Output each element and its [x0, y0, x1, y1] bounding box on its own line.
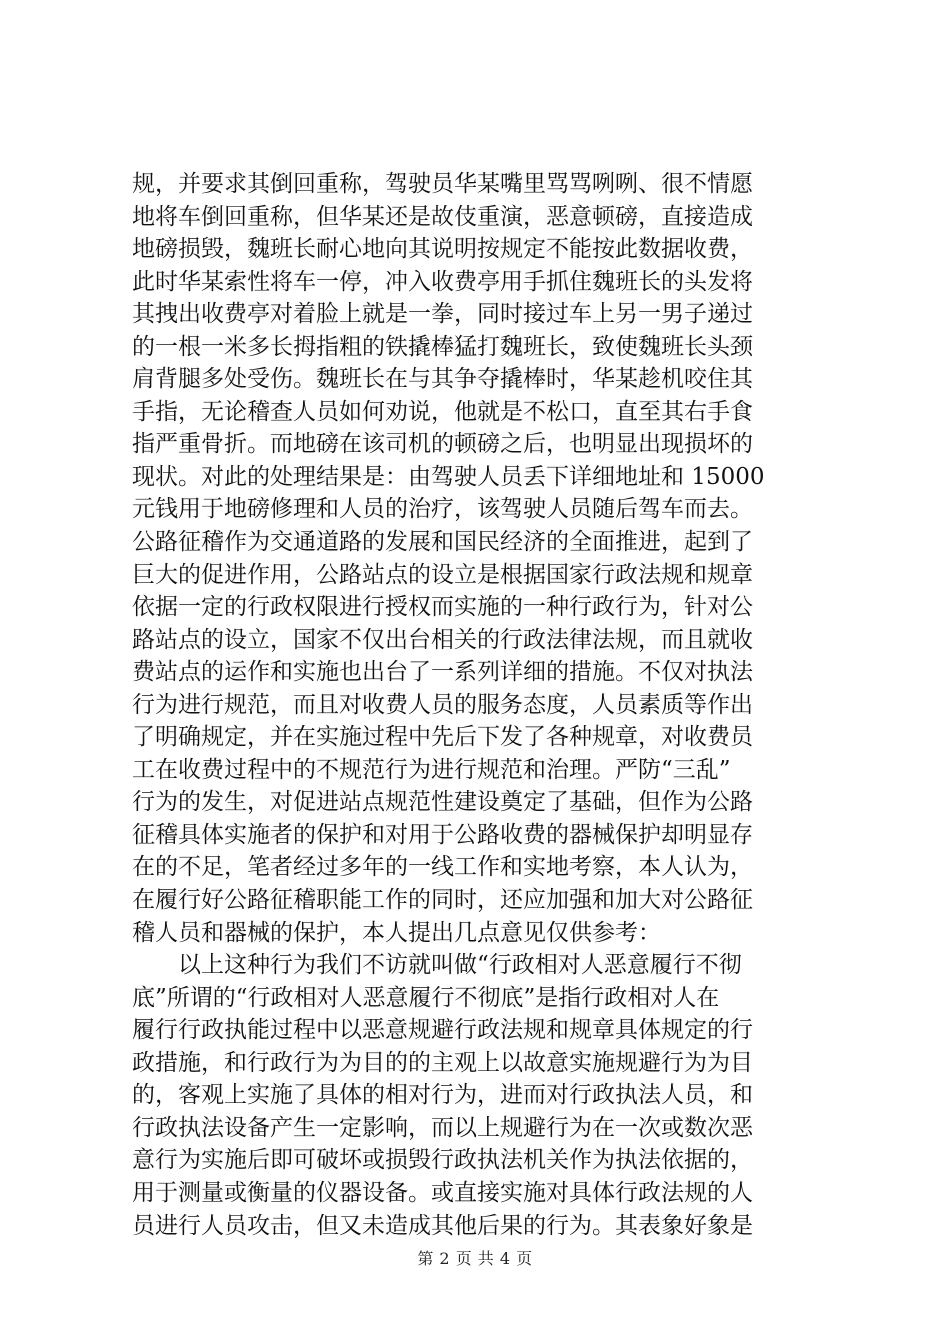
text-line: 行为进行规范，而且对收费人员的服务态度，人员素质等作出	[132, 691, 753, 718]
text-line: 依据一定的行政权限进行授权而实施的一种行政行为，针对公	[132, 594, 753, 621]
text-line: 政措施，和行政行为为目的的主观上以故意实施规避行为为目	[132, 1049, 753, 1076]
text-line: 行政执法设备产生一定影响，而以上规避行为在一次或数次恶	[132, 1114, 753, 1141]
text-line: 地将车倒回重称，但华某还是故伎重演，恶意顿磅，直接造成	[132, 203, 753, 230]
text-line: 此时华某索性将车一停，冲入收费亭用手抓住魏班长的头发将	[132, 268, 753, 295]
text-line: 员进行人员攻击，但又未造成其他后果的行为。其表象好象是	[132, 1212, 753, 1239]
text-line: 在的不足，笔者经过多年的一线工作和实地考察，本人认为，	[132, 854, 753, 881]
text-line: 用于测量或衡量的仪器设备。或直接实施对具体行政法规的人	[132, 1179, 753, 1206]
document-body	[132, 168, 832, 1242]
text-line: 以上这种行为我们不访就叫做“行政相对人恶意履行不彻	[132, 952, 742, 979]
page-footer: 第 2 页 共 4 页	[417, 1249, 533, 1268]
text-line: 巨大的促进作用，公路站点的设立是根据国家行政法规和规章	[132, 561, 753, 588]
text-line: 其拽出收费亭对着脸上就是一拳，同时接过车上另一男子递过	[132, 301, 753, 328]
text-line: 履行行政执能过程中以恶意规避行政法规和规章具体规定的行	[132, 1017, 753, 1044]
text-line: 规，并要求其倒回重称，驾驶员华某嘴里骂骂咧咧、很不情愿	[132, 171, 753, 197]
text-line: 在履行好公路征稽职能工作的同时，还应加强和加大对公路征	[132, 887, 753, 914]
text-line: 公路征稽作为交通道路的发展和国民经济的全面推进，起到了	[132, 529, 753, 556]
text-line: 征稽具体实施者的保护和对用于公路收费的器械保护却明显存	[132, 821, 753, 848]
text-line: 稽人员和器械的保护，本人提出几点意见仅供参考：	[132, 919, 661, 946]
text-line: 现状。对此的处理结果是：由驾驶人员丢下详细地址和 15000	[132, 463, 765, 490]
text-line: 工在收费过程中的不规范行为进行规范和治理。严防“三乱”	[132, 756, 731, 783]
text-line: 底”所谓的“行政相对人恶意履行不彻底”是指行政相对人在	[132, 984, 720, 1011]
text-line: 了明确规定，并在实施过程中先后下发了各种规章，对收费员	[132, 724, 753, 751]
text-line: 路站点的设立，国家不仅出台相关的行政法律法规，而且就收	[132, 626, 753, 653]
text-line: 元钱用于地磅修理和人员的治疗，该驾驶人员随后驾车而去。	[132, 496, 753, 523]
text-line: 指严重骨折。而地磅在该司机的顿磅之后，也明显出现损坏的	[132, 431, 753, 458]
text-line: 肩背腿多处受伤。魏班长在与其争夺撬棒时，华某趁机咬住其	[132, 366, 753, 393]
text-line: 费站点的运作和实施也出台了一系列详细的措施。不仅对执法	[132, 659, 753, 686]
text-line: 行为的发生，对促进站点规范性建设奠定了基础，但作为公路	[132, 789, 753, 816]
text-line: 地磅损毁，魏班长耐心地向其说明按规定不能按此数据收费，	[132, 236, 753, 263]
text-line: 的，客观上实施了具体的相对行为，进而对行政执法人员，和	[132, 1082, 753, 1109]
text-line: 手指，无论稽查人员如何劝说，他就是不松口，直至其右手食	[132, 398, 753, 425]
text-line: 意行为实施后即可破坏或损毁行政执法机关作为执法依据的，	[132, 1147, 753, 1174]
text-line: 的一根一米多长拇指粗的铁撬棒猛打魏班长，致使魏班长头颈	[132, 333, 753, 360]
